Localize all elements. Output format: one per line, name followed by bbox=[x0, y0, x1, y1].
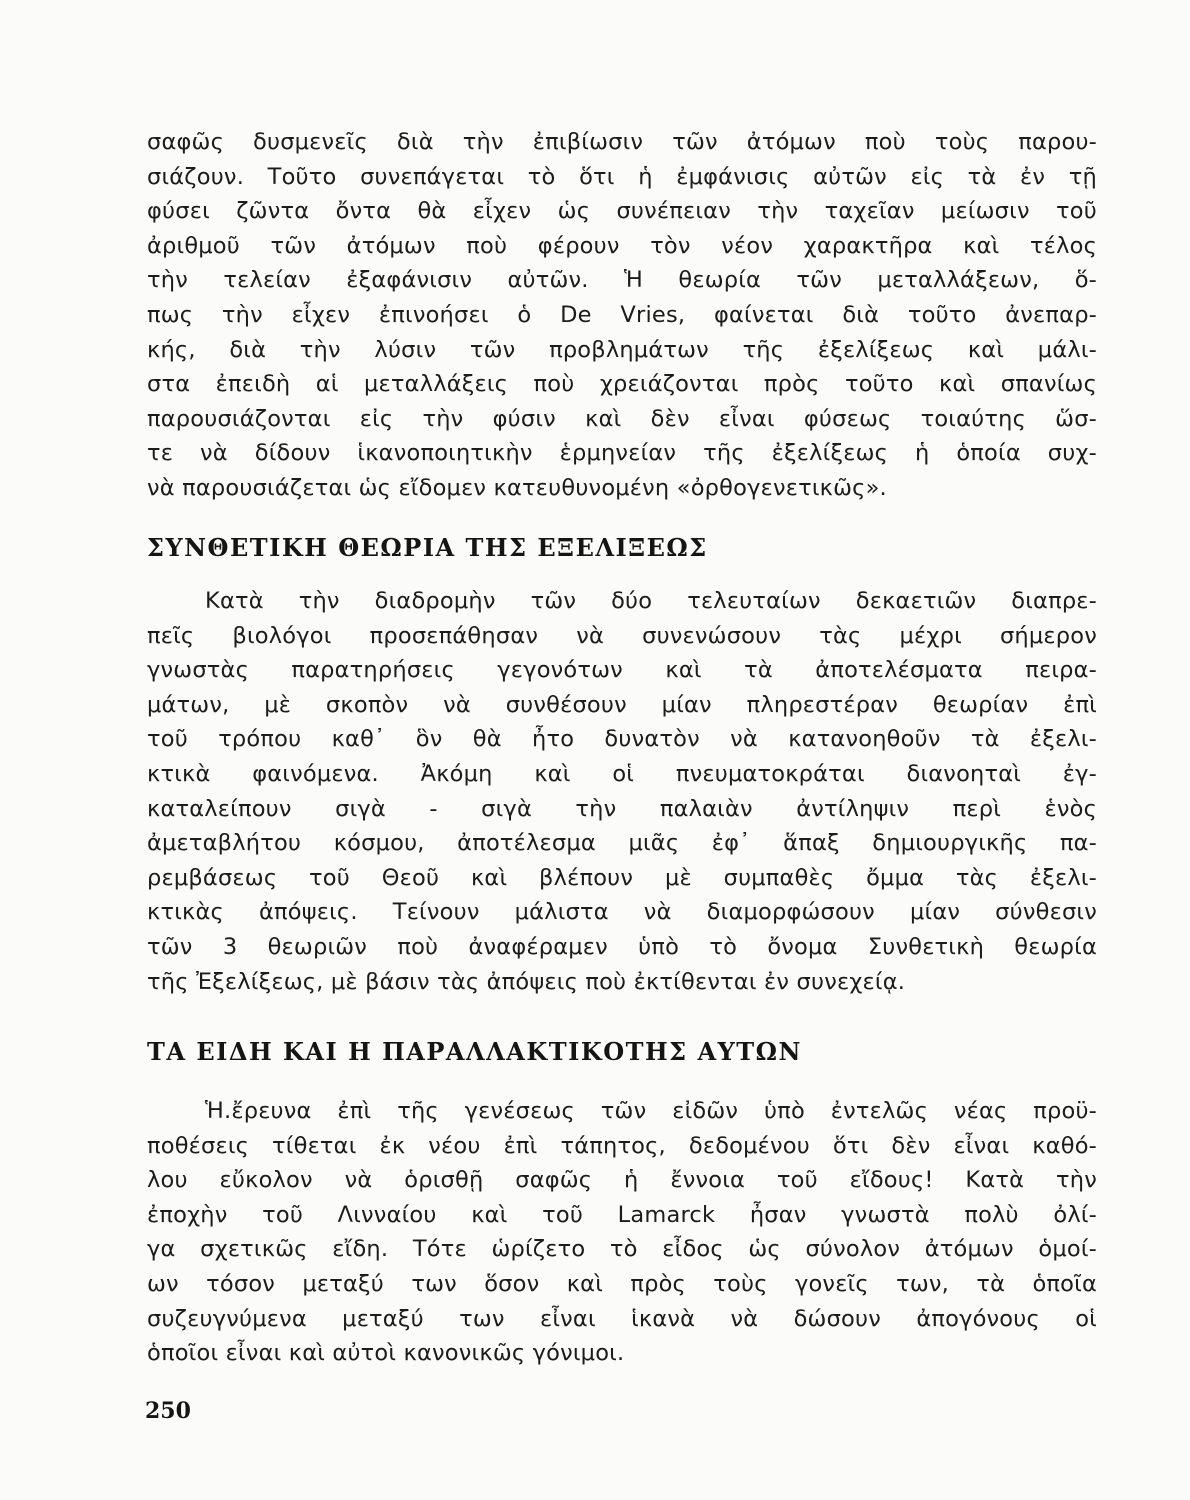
text-line: γνωστὰς παρατηρήσεις γεγονότων καὶ τὰ ἀποτελέσματα πειρα- bbox=[147, 657, 1097, 684]
text-line: σιάζουν. Τοῦτο συνεπάγεται τὸ ὅτι ἡ ἐμφάνισις αὐτῶν εἰς τὰ ἐν τῇ bbox=[147, 163, 1097, 190]
text-line: τε νὰ δίδουν ἱκανοποιητικὴν ἑρμηνείαν τῆς ἐξελίξεως ἡ ὁποία συχ- bbox=[147, 440, 1097, 467]
text-line: σαφῶς δυσμενεῖς διὰ τὴν ἐπιβίωσιν τῶν ἀτόμων ποὺ τοὺς παρου- bbox=[147, 129, 1097, 155]
text-line: τῆς Ἐξελίξεως, μὲ βάσιν τὰς ἀπόψεις ποὺ ἐκτίθενται ἐν συνεχείᾳ. bbox=[147, 968, 906, 995]
text-line: φύσει ζῶντα ὄντα θὰ εἶχεν ὡς συνέπειαν τὴν ταχεῖαν μείωσιν τοῦ bbox=[147, 198, 1097, 225]
text-line: κτικὰ φαινόμενα. Ἀκόμη καὶ οἱ πνευματοκράται διανοηταὶ ἐγ- bbox=[147, 760, 1097, 787]
text-line: Ἡ.ἔρευνα ἐπὶ τῆς γενέσεως τῶν εἰδῶν ὑπὸ ἐντελῶς νέας προϋ- bbox=[205, 1098, 1097, 1124]
text-line: στα ἐπειδὴ αἱ μεταλλάξεις ποὺ χρειάζονται πρὸς τοῦτο καὶ σπανίως bbox=[147, 371, 1097, 398]
text-line: παρουσιάζονται εἰς τὴν φύσιν καὶ δὲν εἶναι φύσεως τοιαύτης ὥσ- bbox=[147, 405, 1097, 432]
text-line: Κατὰ τὴν διαδρομὴν τῶν δύο τελευταίων δεκαετιῶν διαπρε- bbox=[205, 588, 1097, 614]
paragraph-mutations bbox=[147, 125, 1097, 506]
text-line: κτικὰς ἀπόψεις. Τείνουν μάλιστα νὰ διαμορφώσουν μίαν σύνθεσιν bbox=[147, 899, 1097, 926]
text-line: ἐποχὴν τοῦ Λινναίου καὶ τοῦ Lamarck ἦσαν γνωστὰ πολὺ ὀλί- bbox=[147, 1201, 1097, 1228]
text-line: τοῦ τρόπου καθ᾽ ὃν θὰ ἦτο δυνατὸν νὰ κατανοηθοῦν τὰ ἐξελι- bbox=[147, 726, 1097, 753]
text-line: ὁποῖοι εἶναι καὶ αὐτοὶ κανονικῶς γόνιμοι. bbox=[147, 1340, 625, 1367]
text-line: νὰ παρουσιάζεται ὡς εἴδομεν κατευθυνομένη «ὀρθογενετικῶς». bbox=[147, 474, 887, 501]
text-line: τῶν 3 θεωριῶν ποὺ ἀναφέραμεν ὑπὸ τὸ ὄνομα Συνθετικὴ θεωρία bbox=[147, 933, 1097, 960]
text-line: μάτων, μὲ σκοπὸν νὰ συνθέσουν μίαν πληρεστέραν θεωρίαν ἐπὶ bbox=[147, 691, 1097, 718]
text-line: ποθέσεις τίθεται ἐκ νέου ἐπὶ τάπητος, δεδομένου ὅτι δὲν εἶναι καθό- bbox=[147, 1132, 1097, 1159]
text-line: κής, διὰ τὴν λύσιν τῶν προβλημάτων τῆς ἐξελίξεως καὶ μάλι- bbox=[147, 336, 1097, 363]
text-line: τὴν τελείαν ἐξαφάνισιν αὐτῶν. Ἡ θεωρία τῶν μεταλλάξεων, ὅ- bbox=[147, 267, 1097, 294]
section-heading-synthetic-theory: ΣΥΝΘΕΤΙΚΗ ΘΕΩΡΙΑ ΤΗΣ ΕΞΕΛΙΞΕΩΣ bbox=[147, 533, 708, 562]
text-line: πως τὴν εἶχεν ἐπινοήσει ὁ De Vries, φαίνεται διὰ τοῦτο ἀνεπαρ- bbox=[147, 301, 1097, 328]
section-heading-species-variability: ΤΑ ΕΙΔΗ ΚΑΙ Η ΠΑΡΑΛΛΑΚΤΙΚΟΤΗΣ ΑΥΤΩΝ bbox=[147, 1037, 802, 1066]
text-line: ἀριθμοῦ τῶν ἀτόμων ποὺ φέρουν τὸν νέον χαρακτῆρα καὶ τέλος bbox=[147, 232, 1097, 259]
text-line: γα σχετικῶς εἴδη. Τότε ὡρίζετο τὸ εἶδος ὡς σύνολον ἀτόμων ὁμοί- bbox=[147, 1236, 1097, 1263]
text-line: καταλείπουν σιγὰ - σιγὰ τὴν παλαιὰν ἀντίληψιν περὶ ἑνὸς bbox=[147, 795, 1097, 822]
text-line: ων τόσον μεταξύ των ὅσον καὶ πρὸς τοὺς γονεῖς των, τὰ ὁποῖα bbox=[147, 1270, 1097, 1297]
text-line: ἀμεταβλήτου κόσμου, ἀποτέλεσμα μιᾶς ἐφ᾽ ἅπαξ δημιουργικῆς πα- bbox=[147, 830, 1097, 857]
paragraph-species bbox=[147, 1094, 1097, 1371]
paragraph-synthetic-theory bbox=[147, 584, 1097, 999]
text-line: λου εὔκολον νὰ ὁρισθῇ σαφῶς ἡ ἔννοια τοῦ εἴδους! Κατὰ τὴν bbox=[147, 1167, 1097, 1194]
text-line: ρεμβάσεως τοῦ Θεοῦ καὶ βλέπουν μὲ συμπαθὲς ὄμμα τὰς ἐξελι- bbox=[147, 864, 1097, 891]
text-line: πεῖς βιολόγοι προσεπάθησαν νὰ συνενώσουν τὰς μέχρι σήμερον bbox=[147, 622, 1097, 649]
text-line: συζευγνύμενα μεταξύ των εἶναι ἱκανὰ νὰ δώσουν ἀπογόνους οἱ bbox=[147, 1305, 1097, 1332]
page-number: 250 bbox=[145, 1398, 191, 1424]
